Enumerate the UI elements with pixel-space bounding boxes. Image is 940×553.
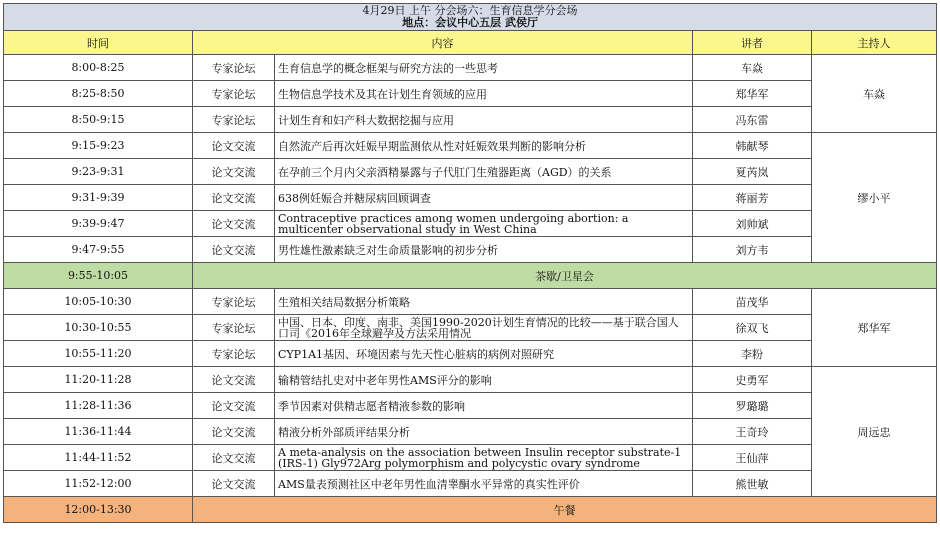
topic-cell: 638例妊娠合并糖尿病回顾调查 (275, 185, 693, 211)
col-header-host: 主持人 (812, 31, 937, 55)
topic-cell: 输精管结扎史对中老年男性AMS评分的影响 (275, 367, 693, 393)
speaker-cell: 蒋丽芳 (693, 185, 812, 211)
time-cell: 8:25-8:50 (4, 81, 193, 107)
table-row (4, 393, 937, 419)
topic-cell: 在孕前三个月内父亲酒精暴露与子代肛门生殖器距离（AGD）的关系 (275, 159, 693, 185)
break-label: 午餐 (193, 497, 937, 523)
session-location: 地点：会议中心五层 武侯厅 (402, 16, 538, 29)
break-time: 12:00-13:30 (4, 497, 193, 523)
break-label: 茶歇/卫星会 (193, 263, 937, 289)
session-title: 4月29日 上午 分会场六：生育信息学分会场 (362, 4, 578, 17)
speaker-cell: 韩献琴 (693, 133, 812, 159)
topic-cell: 男性雄性激素缺乏对生命质量影响的初步分析 (275, 237, 693, 263)
speaker-cell: 冯东雷 (693, 107, 812, 133)
speaker-cell: 夏芮岚 (693, 159, 812, 185)
col-header-speaker: 讲者 (693, 31, 812, 55)
table-row (4, 445, 937, 471)
type-cell: 论文交流 (193, 367, 275, 393)
table-row (4, 419, 937, 445)
type-cell: 论文交流 (193, 419, 275, 445)
topic-cell: 计划生育和妇产科大数据挖掘与应用 (275, 107, 693, 133)
type-cell: 专家论坛 (193, 81, 275, 107)
time-cell: 8:00-8:25 (4, 55, 193, 81)
topic-cell: 季节因素对供精志愿者精液参数的影响 (275, 393, 693, 419)
time-cell: 11:28-11:36 (4, 393, 193, 419)
speaker-cell: 熊世敏 (693, 471, 812, 497)
time-cell: 11:52-12:00 (4, 471, 193, 497)
break-time: 9:55-10:05 (4, 263, 193, 289)
type-cell: 论文交流 (193, 133, 275, 159)
table-row (4, 159, 937, 185)
time-cell: 10:30-10:55 (4, 315, 193, 341)
speaker-cell: 李粉 (693, 341, 812, 367)
time-cell: 9:47-9:55 (4, 237, 193, 263)
time-cell: 9:31-9:39 (4, 185, 193, 211)
speaker-cell: 刘方韦 (693, 237, 812, 263)
topic-cell: 精液分析外部质评结果分析 (275, 419, 693, 445)
table-row (4, 367, 937, 393)
type-cell: 专家论坛 (193, 55, 275, 81)
speaker-cell: 王奇玲 (693, 419, 812, 445)
table-row (4, 185, 937, 211)
type-cell: 论文交流 (193, 185, 275, 211)
type-cell: 论文交流 (193, 445, 275, 471)
schedule-table (3, 3, 937, 523)
time-cell: 9:15-9:23 (4, 133, 193, 159)
time-cell: 8:50-9:15 (4, 107, 193, 133)
topic-cell: AMS量表预测社区中老年男性血清睾酮水平异常的真实性评价 (275, 471, 693, 497)
table-row (4, 133, 937, 159)
type-cell: 论文交流 (193, 393, 275, 419)
break-row-lunch (4, 497, 937, 523)
speaker-cell: 罗璐璐 (693, 393, 812, 419)
type-cell: 专家论坛 (193, 289, 275, 315)
topic-cell: CYP1A1基因、环境因素与先天性心脏病的病例对照研究 (275, 341, 693, 367)
speaker-cell: 史勇军 (693, 367, 812, 393)
time-cell: 10:05-10:30 (4, 289, 193, 315)
speaker-cell: 徐双飞 (693, 315, 812, 341)
type-cell: 专家论坛 (193, 341, 275, 367)
time-cell: 9:23-9:31 (4, 159, 193, 185)
break-row-tea (4, 263, 937, 289)
table-row (4, 341, 937, 367)
topic-cell: 生殖相关结局数据分析策略 (275, 289, 693, 315)
time-cell: 10:55-11:20 (4, 341, 193, 367)
speaker-cell: 郑华军 (693, 81, 812, 107)
topic-cell: 生物信息学技术及其在计划生育领域的应用 (275, 81, 693, 107)
time-cell: 9:39-9:47 (4, 211, 193, 237)
table-row (4, 289, 937, 315)
topic-cell: 生育信息学的概念框架与研究方法的一些思考 (275, 55, 693, 81)
table-row (4, 315, 937, 341)
type-cell: 论文交流 (193, 471, 275, 497)
session-header (4, 4, 937, 31)
table-row (4, 55, 937, 81)
type-cell: 论文交流 (193, 159, 275, 185)
topic-cell: A meta-analysis on the association between Insulin receptor substrate-1 (IRS-1) Gly972Arg polymorphism and polycystic ovary syndrome (275, 445, 693, 471)
topic-cell: Contraceptive practices among women undergoing abortion: a multicenter observational study in West China (275, 211, 693, 237)
time-cell: 11:36-11:44 (4, 419, 193, 445)
topic-cell: 自然流产后再次妊娠早期监测依从性对妊娠效果判断的影响分析 (275, 133, 693, 159)
host-cell: 周远忠 (812, 367, 937, 497)
table-row (4, 237, 937, 263)
type-cell: 论文交流 (193, 237, 275, 263)
type-cell: 专家论坛 (193, 107, 275, 133)
table-row (4, 471, 937, 497)
table-row (4, 211, 937, 237)
time-cell: 11:20-11:28 (4, 367, 193, 393)
host-cell: 车焱 (812, 55, 937, 133)
col-header-content: 内容 (193, 31, 693, 55)
speaker-cell: 刘帅斌 (693, 211, 812, 237)
speaker-cell: 车焱 (693, 55, 812, 81)
topic-cell: 中国、日本、印度、南非、美国1990-2020计划生育情况的比较——基于联合国人口司《2016年全球避孕及方法采用情况 (275, 315, 693, 341)
host-cell: 郑华军 (812, 289, 937, 367)
host-cell: 缪小平 (812, 133, 937, 263)
type-cell: 论文交流 (193, 211, 275, 237)
col-header-time: 时间 (4, 31, 193, 55)
table-row (4, 81, 937, 107)
speaker-cell: 苗茂华 (693, 289, 812, 315)
table-row (4, 107, 937, 133)
type-cell: 专家论坛 (193, 315, 275, 341)
speaker-cell: 王仙萍 (693, 445, 812, 471)
time-cell: 11:44-11:52 (4, 445, 193, 471)
